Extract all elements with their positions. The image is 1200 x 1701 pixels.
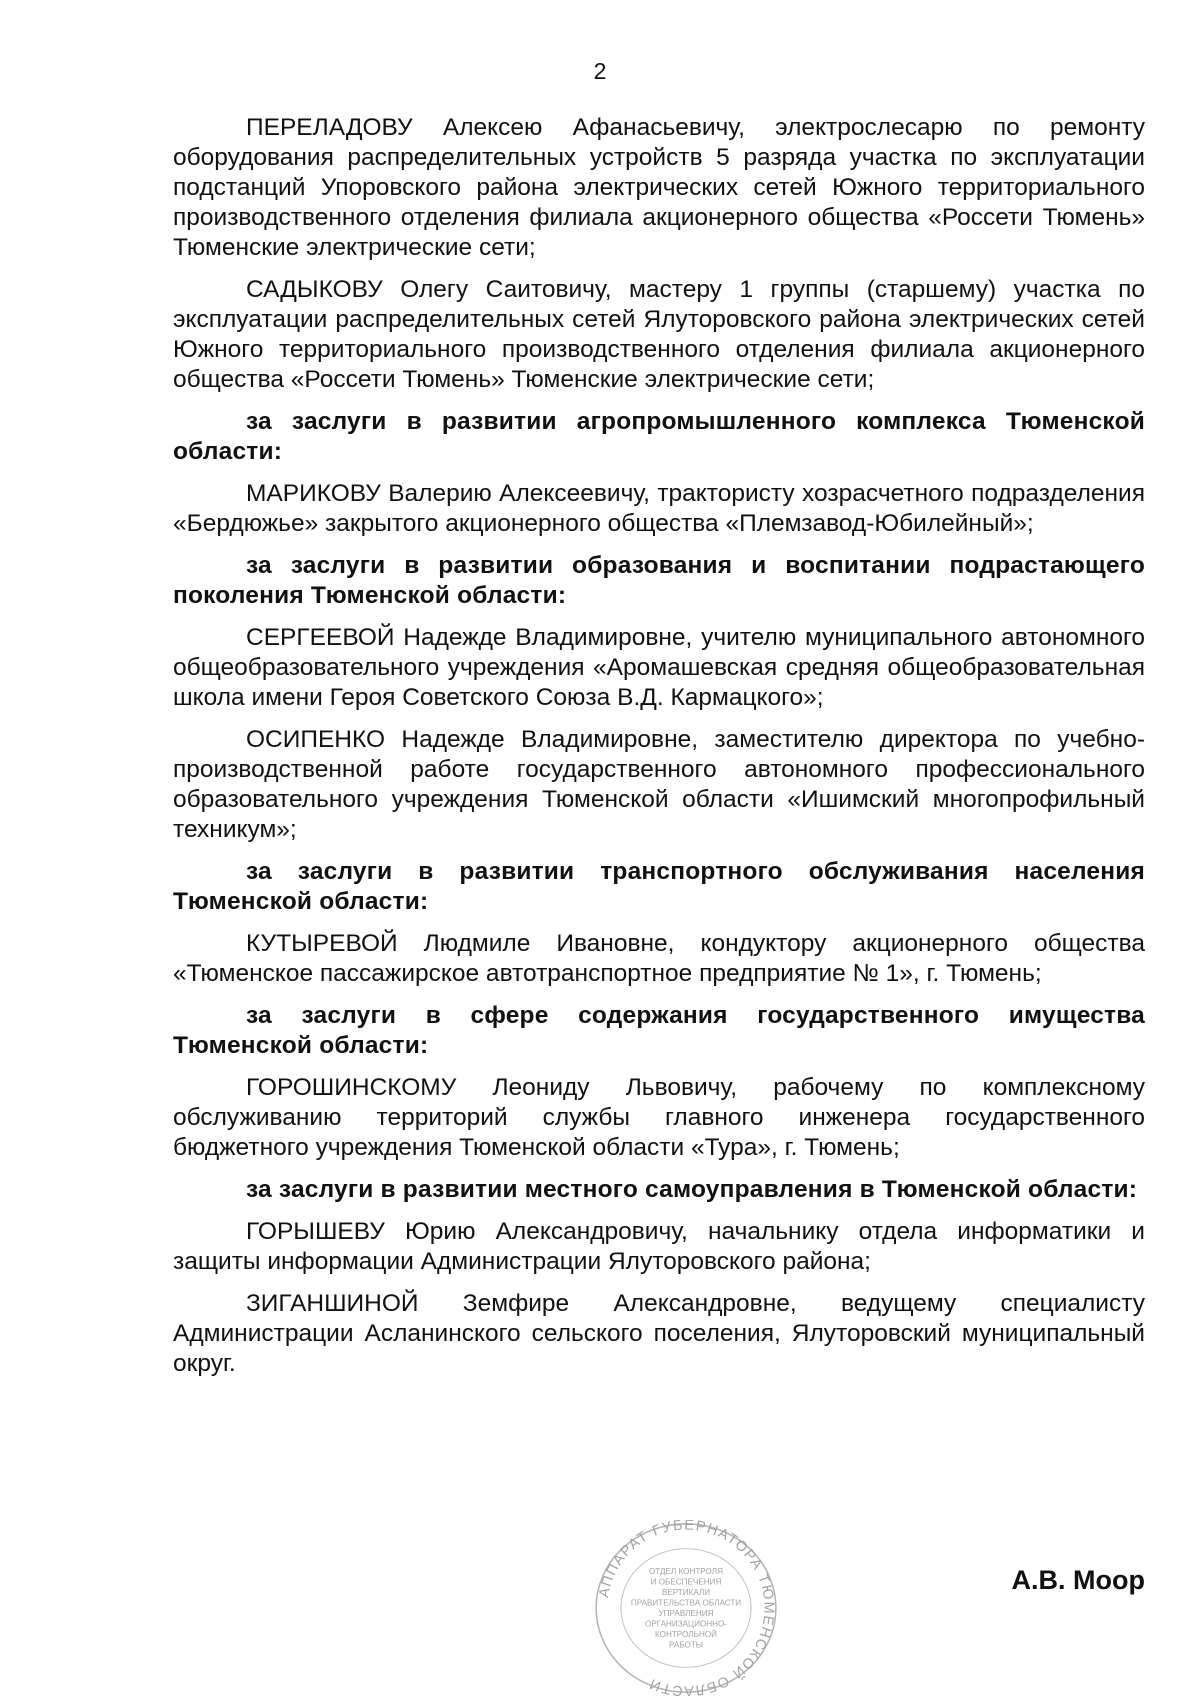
award-category-heading: за заслуги в развитии образования и воспитании подрастающего поколения Тюменской области: <box>173 552 1145 609</box>
paragraph-0: ПЕРЕЛАДОВУ Алексею Афанасьевичу, электрослесарю по ремонту оборудования распределительных устройств 5 разряда участка по эксплуатации подстанций Упоровского района электрических сетей Южного территориального производственного отделения филиала акционерного общества «Россети Тюмень» Тюменские электрические сети; <box>173 114 1145 261</box>
svg-text:РАБОТЫ: РАБОТЫ <box>668 1640 704 1650</box>
svg-text:И ОБЕСПЕЧЕНИЯ: И ОБЕСПЕЧЕНИЯ <box>650 1577 722 1587</box>
award-category-heading: за заслуги в развитии транспортного обслуживания населения Тюменской области: <box>173 858 1145 915</box>
svg-text:ПРАВИТЕЛЬСТВА ОБЛАСТИ: ПРАВИТЕЛЬСТВА ОБЛАСТИ <box>630 1598 742 1608</box>
page-number: 2 <box>593 58 607 84</box>
paragraph-5: СЕРГЕЕВОЙ Надежде Владимировне, учителю муниципального автономного общеобразовательного учреждения «Аромашевская средняя общеобразовательная школа имени Героя Советского Союза В.Д. Кармацкого»; <box>173 624 1145 711</box>
paragraph-1: САДЫКОВУ Олегу Саитовичу, мастеру 1 группы (старшему) участка по эксплуатации распределительных сетей Ялуторовского района электрических сетей Южного территориального производственного отделения филиала акционерного общества «Россети Тюмень» Тюменские электрические сети; <box>173 276 1145 393</box>
paragraph-10: ГОРОШИНСКОМУ Леониду Львовичу, рабочему по комплексному обслуживанию территорий службы главного инженера государственного бюджетного учреждения Тюменской области «Тура», г. Тюмень; <box>173 1074 1145 1161</box>
svg-text:ОРГАНИЗАЦИОННО-: ОРГАНИЗАЦИОННО- <box>645 1619 727 1629</box>
paragraph-12: ГОРЫШЕВУ Юрию Александровичу, начальнику отдела информатики и защиты информации Администрации Ялуторовского района; <box>173 1218 1145 1275</box>
award-category-heading: за заслуги в развитии местного самоуправления в Тюменской области: <box>246 1176 1138 1203</box>
award-category-heading: за заслуги в развитии агропромышленного комплекса Тюменской области: <box>173 408 1145 465</box>
paragraph-6: ОСИПЕНКО Надежде Владимировне, заместителю директора по учебно-производственной работе государственного автономного профессионального образовательного учреждения Тюменской области «Ишимский многопрофильный техникум»; <box>173 726 1145 843</box>
signature-name: А.В. Моор <box>1011 1565 1145 1595</box>
svg-text:ОТДЕЛ КОНТРОЛЯ: ОТДЕЛ КОНТРОЛЯ <box>649 1567 723 1577</box>
svg-text:АППАРАТ ГУБЕРНАТОРА ТЮМЕНСКОЙ: АППАРАТ ГУБЕРНАТОРА ТЮМЕНСКОЙ ОБЛАСТИ <box>596 1520 777 1696</box>
paragraph-3: МАРИКОВУ Валерию Алексеевичу, трактористу хозрасчетного подразделения «Бердюжье» закрытого акционерного общества «Племзавод-Юбилейный»; <box>173 480 1145 537</box>
svg-text:ВЕРТИКАЛИ: ВЕРТИКАЛИ <box>661 1588 711 1598</box>
award-category-heading: за заслуги в сфере содержания государственного имущества Тюменской области: <box>173 1002 1145 1059</box>
svg-text:КОНТРОЛЬНОЙ: КОНТРОЛЬНОЙ <box>655 1630 717 1640</box>
paragraph-13: ЗИГАНШИНОЙ Земфире Александровне, ведущему специалисту Администрации Асланинского сельского поселения, Ялуторовский муниципальный округ. <box>173 1290 1145 1377</box>
svg-text:УПРАВЛЕНИЯ: УПРАВЛЕНИЯ <box>658 1609 714 1619</box>
paragraph-8: КУТЫРЕВОЙ Людмиле Ивановне, кондуктору акционерного общества «Тюменское пассажирское автотранспортное предприятие № 1», г. Тюмень; <box>173 930 1145 987</box>
document-body <box>173 113 1145 1391</box>
official-stamp <box>590 1520 782 1696</box>
